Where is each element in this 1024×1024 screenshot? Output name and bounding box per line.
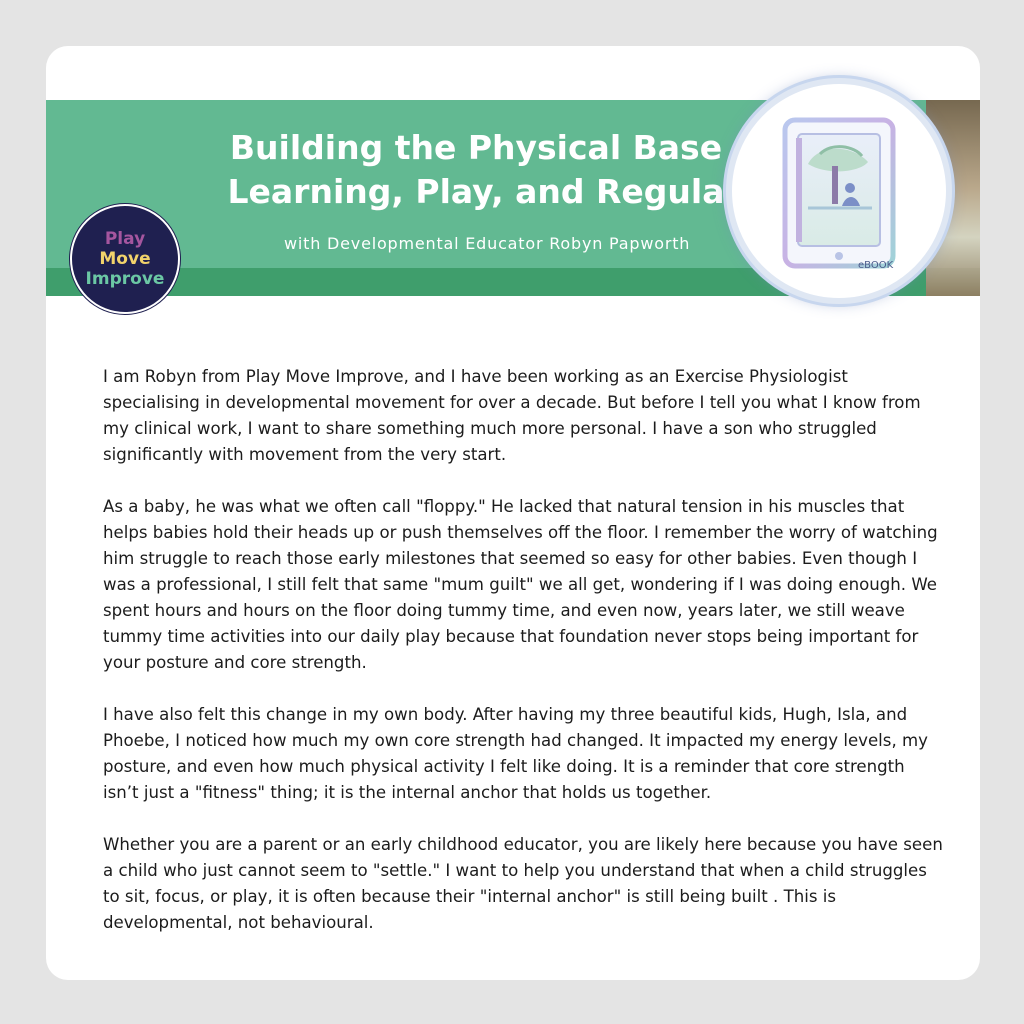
logo-line-move: Move [99,249,151,269]
ebook-badge [726,78,952,304]
banner-title-line1: Building the Physical Base [229,128,723,167]
paragraph-intro: I am Robyn from Play Move Improve, and I have been working as an Exercise Physiologist specialising in developmental movement for over a decade. But before I tell you what I know from my clinical work, I want to share something much more personal. I have a son who struggled significantly with movement from the very start. [103,367,921,464]
document-card [46,46,980,980]
paragraph-own-body: I have also felt this change in my own body. After having my three beautiful kids, Hugh, Isla, and Phoebe, I noticed how much my own core strength had changed. It impacted my energy levels, my posture, and even how much physical activity I felt like doing. It is a reminder that core strength isn’t just a "fitness" thing; it is the internal anchor that holds us together. [103,705,928,802]
play-move-improve-logo [70,204,180,314]
logo-line-play: Play [104,229,146,249]
logo-line-improve: Improve [85,269,165,289]
banner-title-line2: Learning, Play, and Regula [227,172,725,211]
banner-title [166,126,786,214]
tablet-book-icon [732,84,946,298]
article-body [103,364,943,962]
banner-subtitle: with Developmental Educator Robyn Papworth [284,234,691,253]
ebook-label: eBOOK [858,260,894,271]
paragraph-settle: Whether you are a parent or an early childhood educator, you are likely here because you have seen a child who just cannot seem to "settle." I want to help you understand that when a child struggles to sit, focus, or play, it is often because their "internal anchor" is still being built . This is developmental, not behavioural. [103,835,943,932]
paragraph-floppy-baby: As a baby, he was what we often call "floppy." He lacked that natural tension in his muscles that helps babies hold their heads up or push themselves off the floor. I remember the worry of watching him struggle to reach those early milestones that seemed so easy for other babies. Even though I was a professional, I still felt that same "mum guilt" we all get, wondering if I was doing enough. We spent hours and hours on the floor doing tummy time, and even now, years later, we still weave tummy time activities into our daily play because that foundation never stops being important for your posture and core strength. [103,497,938,672]
